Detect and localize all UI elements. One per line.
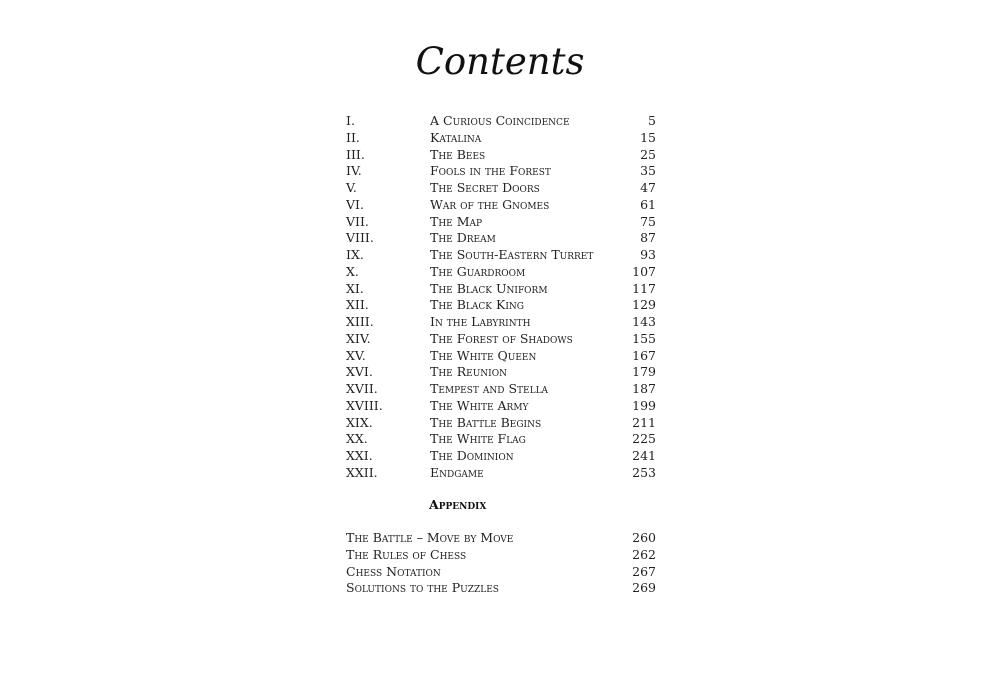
chapter-title: The South-Eastern Turret — [430, 247, 594, 262]
chapter-title: Endgame — [430, 464, 484, 480]
chapter-title: The Black King — [430, 297, 524, 313]
toc-row — [346, 247, 656, 264]
chapter-title: Katalina — [430, 129, 482, 145]
appendix-title: Chess Notation — [346, 563, 441, 579]
chapter-title: In the Labyrinth — [430, 314, 531, 329]
chapter-number: XV. — [346, 347, 366, 363]
toc-row — [346, 431, 656, 448]
chapter-number: V. — [346, 180, 357, 195]
chapter-title: The White Flag — [430, 431, 526, 447]
chapter-number: IV. — [346, 163, 362, 179]
chapter-number: X. — [346, 263, 359, 279]
page-number: 143 — [632, 314, 656, 329]
toc-row — [346, 331, 656, 348]
toc-row — [346, 297, 656, 314]
chapter-title: The Secret Doors — [430, 180, 540, 195]
page-number: 179 — [632, 364, 656, 380]
chapter-title: The Guardroom — [430, 263, 526, 279]
toc-row — [346, 214, 656, 231]
page-number: 15 — [640, 129, 656, 145]
toc-row — [346, 465, 656, 482]
page-title: Contents — [415, 40, 585, 83]
page-number: 129 — [632, 297, 656, 313]
page-number: 93 — [640, 247, 656, 262]
chapter-number: XVIII. — [346, 397, 383, 413]
chapter-title: The Black Uniform — [430, 280, 548, 296]
appendix-row — [346, 547, 656, 564]
chapter-number: XI. — [346, 280, 364, 296]
toc-row — [346, 113, 656, 130]
page-number: 155 — [632, 330, 656, 346]
chapter-title: The Reunion — [430, 364, 507, 380]
toc-row — [346, 314, 656, 331]
appendix-title: The Battle – Move by Move — [346, 530, 514, 545]
toc-row — [346, 448, 656, 465]
chapter-number: XXI. — [346, 448, 373, 463]
page-number: 61 — [640, 196, 656, 212]
chapter-number: XIII. — [346, 314, 374, 329]
chapter-number: VIII. — [346, 230, 374, 246]
toc-row — [346, 197, 656, 214]
page-number: 167 — [632, 347, 656, 363]
appendix-heading: Appendix — [429, 497, 487, 512]
chapter-number: XVII. — [346, 381, 378, 396]
page-number: 25 — [640, 146, 656, 162]
chapter-title: The Forest of Shadows — [430, 330, 573, 346]
toc-row — [346, 381, 656, 398]
chapter-title: War of the Gnomes — [430, 196, 550, 212]
page-number: 75 — [640, 213, 656, 229]
chapter-number: XIV. — [346, 330, 371, 346]
page-number: 187 — [632, 381, 656, 396]
page-number: 262 — [632, 546, 656, 562]
toc-row — [346, 398, 656, 415]
page-number: 117 — [632, 280, 656, 296]
chapter-number: XII. — [346, 297, 369, 313]
chapter-title: The Dream — [430, 230, 496, 246]
page-number: 241 — [632, 448, 656, 463]
appendix-row — [346, 530, 656, 547]
toc-row — [346, 281, 656, 298]
toc-row — [346, 147, 656, 164]
chapter-number: XXII. — [346, 464, 378, 480]
chapter-number: IX. — [346, 247, 364, 262]
chapter-number: VI. — [346, 196, 364, 212]
toc-row — [346, 348, 656, 365]
appendix-title: Solutions to the Puzzles — [346, 580, 499, 596]
page-number: 269 — [632, 580, 656, 596]
page-number: 199 — [632, 397, 656, 413]
chapter-title: Tempest and Stella — [430, 381, 549, 396]
chapter-title: The Map — [430, 213, 483, 229]
page-number: 35 — [640, 163, 656, 179]
chapter-title: The White Queen — [430, 347, 537, 363]
table-of-contents — [346, 113, 656, 482]
appendix-row — [346, 580, 656, 597]
appendix-title: The Rules of Chess — [346, 546, 467, 562]
chapter-number: XVI. — [346, 364, 373, 380]
page-number: 47 — [640, 180, 656, 195]
page-number: 5 — [648, 113, 656, 128]
chapter-number: XIX. — [346, 414, 373, 430]
chapter-title: Fools in the Forest — [430, 163, 551, 179]
page-number: 225 — [632, 431, 656, 447]
toc-row — [346, 163, 656, 180]
page-number: 211 — [632, 414, 656, 430]
page-number: 87 — [640, 230, 656, 246]
toc-row — [346, 415, 656, 432]
chapter-number: I. — [346, 113, 355, 128]
toc-row — [346, 364, 656, 381]
page-number: 260 — [632, 530, 656, 545]
chapter-title: The Dominion — [430, 448, 514, 463]
toc-row — [346, 230, 656, 247]
page-number: 253 — [632, 464, 656, 480]
toc-row — [346, 130, 656, 147]
toc-row — [346, 180, 656, 197]
chapter-title: The White Army — [430, 397, 529, 413]
chapter-number: XX. — [346, 431, 368, 447]
page-number: 267 — [632, 563, 656, 579]
chapter-title: The Battle Begins — [430, 414, 542, 430]
chapter-number: VII. — [346, 213, 369, 229]
chapter-number: III. — [346, 146, 365, 162]
appendix-list — [346, 530, 656, 597]
toc-row — [346, 264, 656, 281]
chapter-title: A Curious Coincidence — [430, 113, 570, 128]
appendix-row — [346, 564, 656, 581]
chapter-number: II. — [346, 129, 360, 145]
chapter-title: The Bees — [430, 146, 486, 162]
page-number: 107 — [632, 263, 656, 279]
